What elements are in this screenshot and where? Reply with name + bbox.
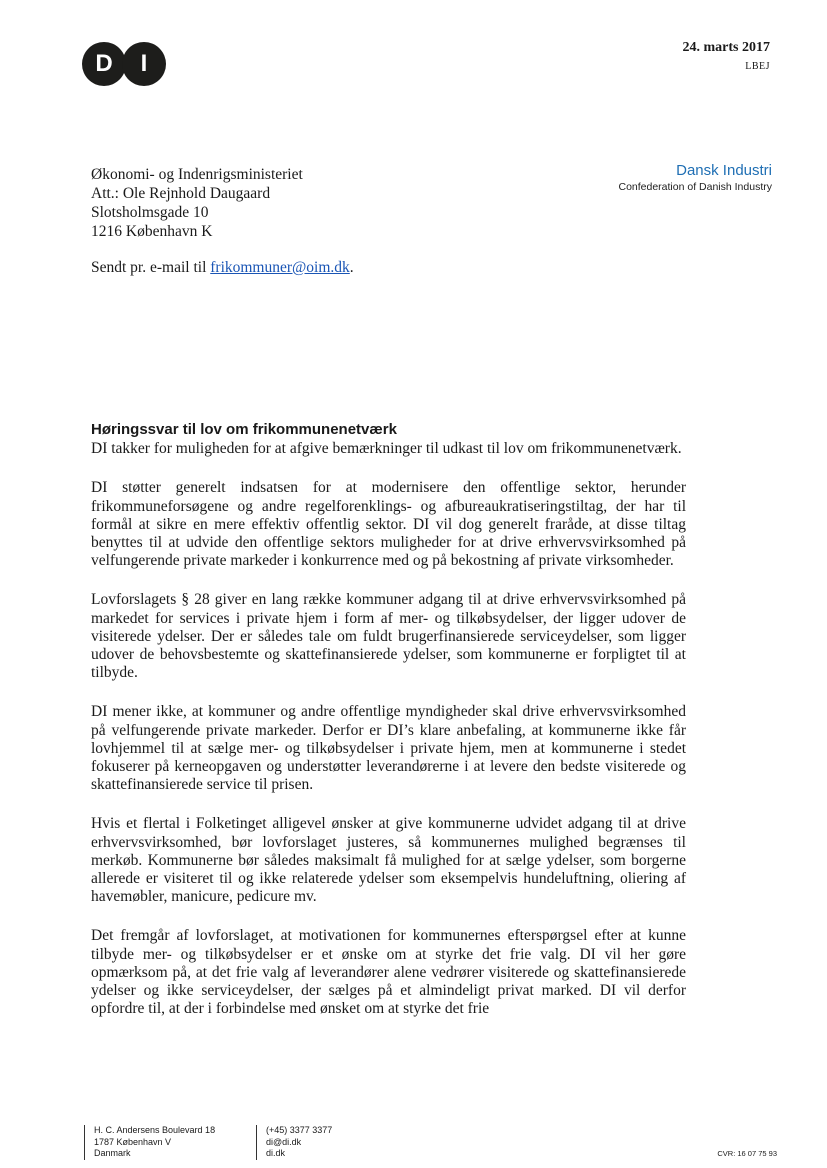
recipient-line: Økonomi- og Indenrigsministeriet [91,166,303,183]
body-paragraph: Det fremgår af lovforslaget, at motivationen for kommunernes efterspørgsel efter at kunne tilbyde mer- og tilkøbsydelser er et ønske om at styrke det frie valg. DI vil her gøre opmærksom på, at det frie valg af leverandører alene vedrører visiterede og skattefinansierede ydelser og ikke serviceydelser, der sælges på et almindeligt privat marked. DI vil derfor opfordre til, at der i forbindelse med ønsket om at styrke det frie [91,927,686,1018]
email-link[interactable]: frikommuner@oim.dk [210,259,350,276]
letter-body [91,421,686,1039]
footer-email: di@di.dk [266,1136,302,1147]
recipient-address [91,165,303,241]
letter-date: 24. marts 2017 [682,40,770,55]
footer-cvr: CVR: 16 07 75 93 [717,1149,777,1158]
recipient-line: Att.: Ole Rejnhold Daugaard [91,185,271,202]
sent-suffix: . [349,259,354,276]
footer-address-line: Danmark [94,1148,131,1158]
body-paragraph: Hvis et flertal i Folketinget alligevel ønsker at give kommunerne udvidet adgang til at drive erhvervsvirksomhed, bør lovforslaget justeres, så kommunernes mulighed begrænses til merkøb. Kommunerne bør således maksimalt få mulighed for at sælge ydelser, som borgerne allerede er visiteret til og ikke relaterede ydelser som eksempelvis hundeluftning, oliering af havemøbler, manicure, pedicure mv. [91,815,686,906]
sender-name: Dansk Industri [676,162,772,179]
di-logo [82,42,168,86]
logo-i: I [122,42,166,86]
recipient-line: Slotsholmsgade 10 [91,204,209,221]
footer-contact [256,1125,332,1160]
recipient-line: 1216 København K [91,223,213,240]
body-paragraph: Lovforslagets § 28 giver en lang række kommuner adgang til at drive erhvervsvirksomhed på markedet for services i private hjem i form af mer- og tilkøbsydelser, der ligger udover de visiterede ydelser. Der er således tale om fuldt brugerfinansierede serviceydelser, som ligger udover de behovsbestemte og skattefinansierede ydelser, som kommunerne er forpligtet til at tilbyde. [91,591,686,682]
letter-heading: Høringssvar til lov om frikommunenetværk [91,421,397,438]
body-paragraph: DI mener ikke, at kommuner og andre offentlige myndigheder skal drive erhvervsvirksomhed på velfungerende private markeder. Derfor er DI’s klare anbefaling, at kommunerne ikke får lovhjemmel til at sælge mer- og tilkøbsydelser i private hjem, men at kommunerne i stedet fokuserer på kerneopgaven og understøtter leverandørerne i at levere den bedste visiterede og skattefinansierede service til prisen. [91,703,686,794]
letter-reference: LBEJ [745,61,770,72]
footer-address-line: 1787 København V [94,1136,172,1147]
sender-subtitle: Confederation of Danish Industry [618,181,772,193]
footer-address-line: H. C. Andersens Boulevard 18 [94,1125,216,1135]
footer-website: di.dk [266,1148,286,1158]
sent-prefix: Sendt pr. e-mail til [91,259,211,276]
logo-d: D [82,42,126,86]
footer-address [84,1125,215,1160]
body-paragraph: DI takker for muligheden for at afgive bemærkninger til udkast til lov om frikommunenetværk. [91,440,682,458]
sent-by-email-line [91,259,354,277]
footer-phone: (+45) 3377 3377 [266,1125,333,1135]
body-paragraph: DI støtter generelt indsatsen for at modernisere den offentlige sektor, herunder frikommuneforsøgene og andre regelforenklings- og afbureaukratiseringstiltag, der har til formål at sikre en mere effektiv offentlig sektor. DI vil dog generelt fraråde, at disse tiltag benyttes til at udvide den offentlige sektors muligheder for at drive erhvervsvirksomhed på velfungerende private markeder i konkurrence med og på bekostning af private virksomheder. [91,479,686,570]
